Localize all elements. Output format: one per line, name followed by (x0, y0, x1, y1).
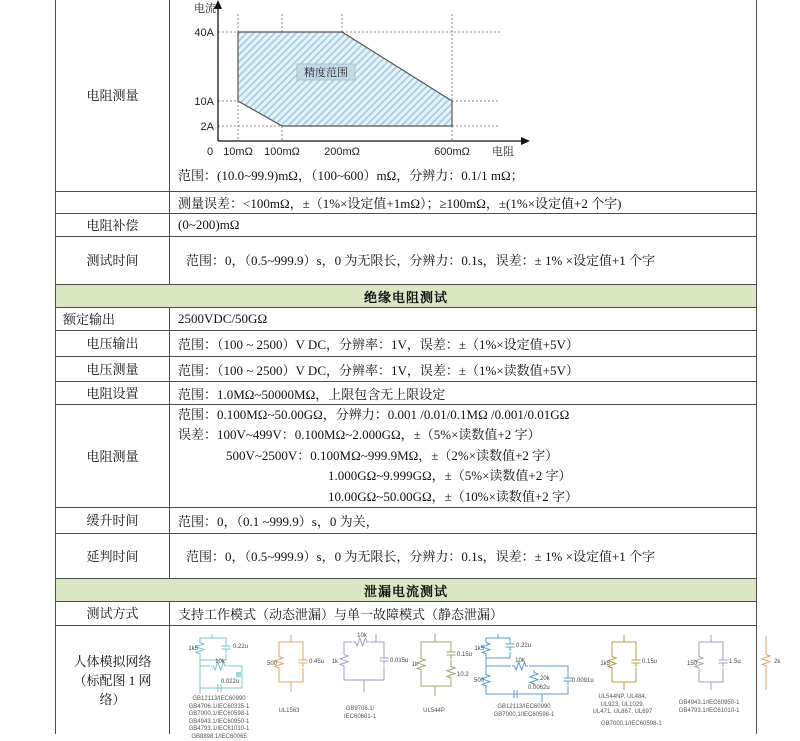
row-insulation-resistance-measure (56, 405, 756, 508)
row-rated-output (56, 308, 756, 331)
circuit-diagram (746, 632, 786, 694)
x-axis-arrow (521, 137, 530, 145)
row-test-mode (56, 602, 756, 626)
accuracy-region-label: 精度范围 (304, 67, 348, 79)
compensation-value: (0~200)mΩ (178, 217, 240, 232)
component-value: 0.0091u (572, 678, 594, 684)
component-value: 0.22u (516, 643, 532, 649)
circuit-diagram (261, 632, 325, 694)
dc-range-line: 范围：(10.0~99.9)mΩ，（100~600）mΩ，分辨力：0.1/1 mΩ； (178, 168, 524, 183)
row-label-resistance-setting: 电阻设置 (56, 382, 170, 404)
component-value: 150 (687, 661, 698, 667)
component-value: 0.015u (390, 658, 409, 664)
circuit-ul1563 (261, 632, 325, 716)
row-label-test-mode: 测试方式 (56, 602, 170, 625)
component-value: 1k (411, 662, 418, 668)
component-value: 1k (331, 659, 338, 665)
circuit-standards-label: UL544P (423, 708, 445, 714)
circuit-iec60950 (679, 632, 740, 715)
component-value: 10.2 (457, 672, 469, 678)
voltage-measure-value: 范围：（100 ~ 2500）V DC，分辨率：1V，误差：±（1%×读数值+5V） (178, 362, 579, 378)
component-value: 1k5 (188, 646, 198, 652)
accuracy-range-chart (170, 0, 756, 158)
component-value: 0.022u (220, 679, 240, 685)
network-diagrams (170, 626, 781, 740)
row-ramp-time (56, 508, 756, 534)
delay-judge-value: 范围：0，（0.5~999.9）s，0 为无限长，分辨力：0.1s，误差：± 1% ×设定值+1 个字 (186, 548, 656, 564)
circuit-diagram (403, 632, 473, 698)
circuit-ul544p (403, 632, 473, 716)
component-value: 10k (215, 659, 225, 665)
measure-error-text: 测量误差：<100mΩ，±（1%×设定值+1mΩ）；≥100mΩ，±(1%×设定值+2 个字) (178, 196, 622, 211)
circuit-diagram (324, 632, 409, 696)
circuit-iec60990-basic (184, 632, 254, 741)
row-delay-judge-time (56, 534, 756, 579)
x-axis-title: 电阻 (492, 146, 514, 158)
component-value: 500 (266, 661, 277, 667)
row-dc-resistance-measure (56, 0, 756, 192)
row-measure-error (56, 192, 756, 214)
x-tick-0: 0 (206, 146, 214, 158)
section-insulation-resistance-test: 绝缘电阻测试 (56, 285, 756, 308)
section-leakage-current-test: 泄漏电流测试 (56, 579, 756, 602)
component-value: 1k5 (600, 661, 611, 667)
circuit-standards-label: UL1563 (278, 708, 300, 714)
row-label-test-time: 测试时间 (56, 237, 170, 284)
row-label-body-network (56, 626, 170, 734)
network-label-line1: 人体模拟网络 (73, 653, 152, 669)
accuracy-range-chart-svg (170, 0, 730, 158)
circuit-standards-label: GB4943.1/IEC60950-1 GB4793.1/IEC61010-1 (678, 700, 740, 714)
rated-output-value: 2500VDC/50GΩ (178, 311, 268, 326)
row-label-voltage-output: 电压输出 (56, 331, 170, 356)
row-label-text: 电阻测量 (86, 88, 139, 103)
y-tick-2a: 2A (200, 121, 214, 133)
circuit-diagram (184, 632, 254, 696)
circuit-standards-label: GB9706.1/ IEC60601-1 (343, 706, 377, 720)
component-value: 0.15u (642, 659, 658, 665)
circuit-standards-label: UL544NP, UL484, UL923, UL1029, UL471, UL867, UL697 GB7000.1/IEC60598-1 (592, 694, 662, 727)
row-label-delay-judge-time: 延判时间 (56, 534, 170, 578)
ins-res-line-2: 误差：100V~499V：0.100MΩ~2.000GΩ，±（5%×读数值+2 字） (178, 427, 541, 443)
row-voltage-measure (56, 357, 756, 382)
circuit-ul544np-group (583, 632, 662, 728)
component-value: 0.22u (233, 644, 249, 650)
ramp-time-value: 范围：0，（0.1 ~999.9）s，0 为关， (178, 514, 379, 529)
row-label-rated-output: 额定输出 (56, 308, 170, 330)
circuit-diagram (681, 632, 741, 694)
circuit-standards-label: GB12113/IEC60990 GB7000.1/IEC60598-1 (493, 704, 555, 718)
y-tick-40a: 40A (194, 27, 214, 39)
row-label-voltage-measure: 电压测量 (56, 357, 170, 381)
circuit-iec60990-weighted (472, 632, 594, 719)
y-tick-10a: 10A (194, 96, 214, 108)
row-voltage-output (56, 331, 756, 357)
component-value: 10k (357, 633, 367, 639)
x-tick-600m: 600mΩ (434, 146, 470, 158)
circuit-diagram (472, 632, 594, 704)
component-value: 0.0062u (528, 685, 550, 691)
row-label-ramp-time: 缓升时间 (56, 508, 170, 533)
test-time-value: 范围：0，（0.5~999.9）s，0 为无限长，分辨力：0.1s，误差：± 1% ×设定值+1 个字 (186, 253, 656, 268)
circuit-diagram (594, 632, 658, 694)
circuit-iec60601 (324, 632, 409, 721)
voltage-output-value: 范围：（100 ~ 2500）V DC，分辨率：1V，误差：±（1%×设定值+5V） (178, 337, 579, 352)
network-label-line3: 络） (99, 691, 126, 707)
network-label-line2: （标配图 1 网 (73, 672, 152, 688)
component-value: 0.15u (457, 652, 473, 658)
x-tick-100m: 100mΩ (264, 146, 300, 158)
row-label-resistance-measure (56, 0, 170, 191)
row-label-compensation: 电阻补偿 (56, 214, 170, 236)
row-body-simulation-network (56, 626, 781, 740)
spec-table (55, 0, 781, 740)
x-tick-200m: 200mΩ (324, 146, 360, 158)
ins-res-line-4: 1.000GΩ~9.999GΩ，±（5%×读数值+2 字） (328, 468, 572, 484)
component-value: 2k (774, 659, 781, 665)
row-label-empty (56, 192, 170, 213)
resistance-setting-value: 范围：1.0MΩ~50000MΩ，上限包含无上限设定 (178, 386, 446, 402)
component-value: 0.45u (309, 659, 325, 665)
component-value: 20k (540, 676, 550, 682)
ins-res-line-5: 10.00GΩ~50.00GΩ，±（10%×读数值+2 字） (328, 488, 579, 504)
ins-res-line-1: 范围：0.100MΩ~50.00GΩ，分辨力：0.001 /0.01/0.1MΩ /0.001/0.01GΩ (178, 406, 570, 422)
component-value: 500 (473, 678, 484, 684)
y-axis-title: 电流 (194, 3, 216, 15)
component-value: 10k (515, 658, 525, 664)
circuit-standards-label: GB12113/IEC60990 GB4706.1/IEC60335-1 GB7000.1/IEC60598-1 GB4943.1/IEC60950-1 GB4793.1/IEC61010-1 GB8898.1/IEC60065 (188, 696, 250, 740)
row-resistance-setting (56, 382, 756, 405)
row-label-ins-resistance-measure: 电阻测量 (56, 405, 170, 507)
test-mode-value: 支持工作模式（动态泄漏）与单一故障模式（静态泄漏） (178, 607, 504, 622)
x-tick-10m: 10mΩ (223, 146, 253, 158)
row-resistance-compensation (56, 214, 756, 237)
component-value: 1k5 (474, 646, 484, 652)
row-test-time (56, 237, 756, 285)
circuit-single-2k (746, 632, 786, 694)
ins-res-line-3: 500V~2500V：0.100MΩ~999.9MΩ，±（2%×读数值+2 字） (226, 447, 559, 463)
component-value: 1.5u (729, 659, 741, 665)
